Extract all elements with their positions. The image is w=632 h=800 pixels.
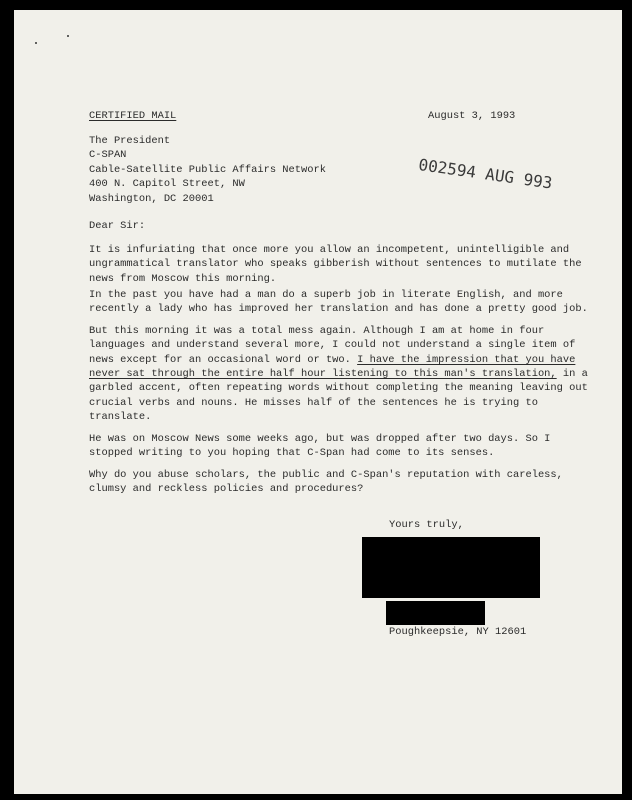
paragraph-line: clumsy and reckless policies and procedures?: [89, 483, 364, 495]
plain-text: news except for an occasional word or two.: [89, 354, 358, 366]
paragraph-line: Why do you abuse scholars, the public and C-Span's reputation with careless,: [89, 469, 563, 481]
paragraph-line: ungrammatical translator who speaks gibberish without sentences to mutilate the: [89, 258, 582, 270]
letter-date: August 3, 1993: [428, 110, 516, 122]
salutation: Dear Sir:: [89, 220, 146, 232]
certified-mail-label: CERTIFIED MAIL: [89, 110, 177, 122]
paragraph-line: It is infuriating that once more you allow an incompetent, unintelligible and: [89, 244, 570, 256]
paragraph-line: crucial verbs and nouns. He misses half of the sentences he is trying to: [89, 397, 538, 409]
paragraph-line: But this morning it was a total mess again. Although I am at home in four: [89, 325, 545, 337]
speck: [35, 42, 37, 44]
recipient-line: Washington, DC 20001: [89, 193, 214, 205]
redacted-address: [386, 601, 485, 625]
paragraph-line: In the past you have had a man do a superb job in literate English, and more: [89, 289, 563, 301]
plain-text: in a: [556, 368, 588, 380]
recipient-line: C-SPAN: [89, 149, 127, 161]
received-stamp: 002594 AUG 993: [417, 155, 554, 193]
recipient-line: Cable-Satellite Public Affairs Network: [89, 164, 326, 176]
closing: Yours truly,: [389, 519, 464, 531]
paragraph-line: translate.: [89, 411, 152, 423]
redacted-signature: [362, 537, 540, 598]
paragraph-line: He was on Moscow News some weeks ago, but was dropped after two days. So I: [89, 433, 551, 445]
underlined-text: I have the impression that you have: [357, 354, 576, 366]
paragraph-line: garbled accent, often repeating words without completing the meaning leaving out: [89, 382, 588, 394]
sender-city: Poughkeepsie, NY 12601: [389, 626, 527, 638]
paragraph-line: languages and understand several more, I could not understand a single item of: [89, 339, 576, 351]
paragraph-line: news from Moscow this morning.: [89, 273, 277, 285]
recipient-line: The President: [89, 135, 171, 147]
speck: [67, 35, 69, 37]
underlined-text: never sat through the entire half hour listening to this man's translation,: [89, 368, 557, 380]
paragraph-line: [89, 353, 575, 368]
paragraph-line: stopped writing to you hoping that C-Span had come to its senses.: [89, 447, 495, 459]
recipient-line: 400 N. Capitol Street, NW: [89, 178, 245, 190]
paragraph-line: [89, 367, 588, 382]
paragraph-line: recently a lady who has improved her translation and has done a pretty good job.: [89, 303, 588, 315]
